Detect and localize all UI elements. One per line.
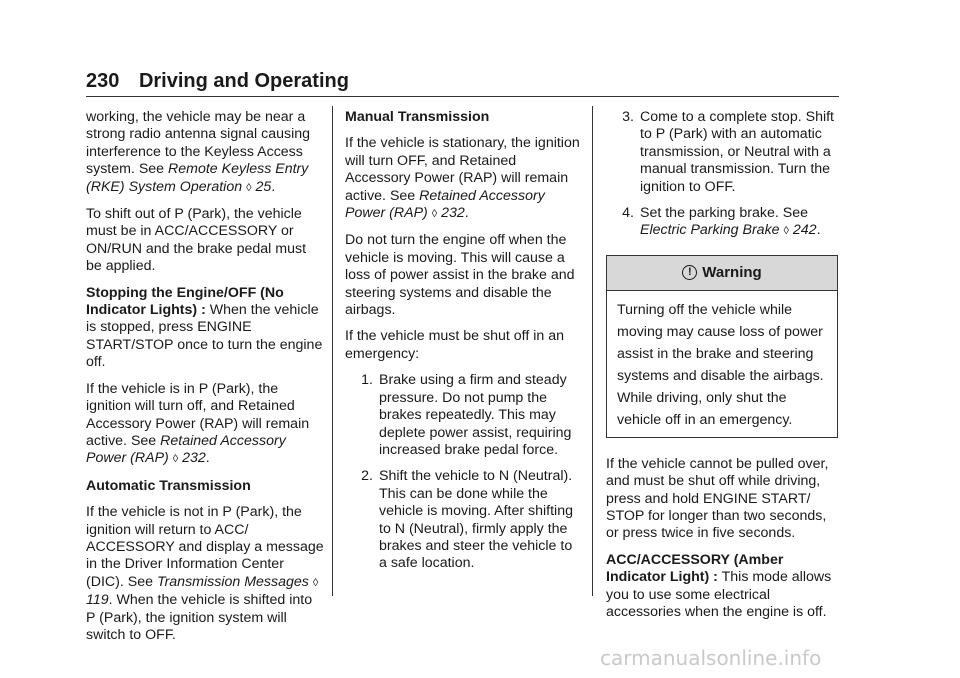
page-ref-icon: ◊ xyxy=(783,225,789,238)
column-divider-2 xyxy=(592,106,593,596)
list-text: Set the parking brake. See Electric Parking Brake ◊ 242. xyxy=(640,205,821,239)
list-item xyxy=(345,372,581,459)
page-ref-icon: ◊ xyxy=(312,576,319,589)
warning-header xyxy=(607,256,837,291)
column-divider-1 xyxy=(332,106,333,596)
list-number: 3. xyxy=(622,109,634,125)
paragraph: If the vehicle must be shut off in an emergency: xyxy=(345,328,564,362)
column-1 xyxy=(86,109,324,653)
column-3 xyxy=(606,109,842,631)
page-ref-icon: ◊ xyxy=(172,453,179,466)
inline-heading: ACC/ACCESSORY (Amber Indicator Light) : xyxy=(606,551,784,586)
cross-reference-link[interactable]: Retained Accessory Power (RAP) xyxy=(86,432,286,467)
list-number: 1. xyxy=(361,372,373,389)
list-text: Come to a complete stop. Shift to P (Park) with an automatic transmission, or Neutral with a manual transmission. Turn the ignition to OFF. xyxy=(640,109,834,195)
paragraph: If the vehicle is in P (Park), the ignition will turn off, and Retained Accessory Power (RAP) will remain active. See Retained Accessory Power (RAP) ◊ 232. xyxy=(86,380,310,467)
paragraph: working, the vehicle may be near a strong radio antenna signal causing interference to the Keyless Access system. See Remote Keyless Entry (RKE) System Operation ◊ 25. xyxy=(86,109,311,195)
page-ref-icon: ◊ xyxy=(246,181,252,194)
page-ref-number: 232 xyxy=(441,205,465,222)
cross-reference-link[interactable]: Remote Keyless Entry (RKE) System Operation xyxy=(86,161,309,195)
list-text: Brake using a firm and steady pressure. Do not pump the brakes repeatedly. This may deplete power assist, requiring increased brake pedal force. xyxy=(379,372,572,458)
paragraph: ACC/ACCESSORY (Amber Indicator Light) : This mode allows you to use some electrical accessories when the engine is off. xyxy=(606,551,832,621)
list-text: Shift the vehicle to N (Neutral). This can be done while the vehicle is moving. After shifting to N (Neutral), firmly apply the brakes and steer the vehicle to a safe location. xyxy=(379,468,573,572)
list-item xyxy=(606,109,842,196)
warning-icon: ! xyxy=(682,265,697,280)
section-title: Driving and Operating xyxy=(138,70,349,92)
page-ref-number: 242 xyxy=(792,222,817,239)
page-ref-number: 25 xyxy=(255,178,272,195)
list-item xyxy=(606,205,842,241)
cross-reference-link[interactable]: Retained Accessory Power (RAP) xyxy=(345,187,545,222)
header-rule xyxy=(86,96,839,97)
list-item xyxy=(345,468,581,572)
page-ref-number: 119 xyxy=(86,592,109,609)
paragraph: If the vehicle is not in P (Park), the ignition will return to ACC/ ACCESSORY and display a message in the Driver Information Center (DIC). See Transmission Messages ◊ 119. When the vehicle is shifted into P (Park), the ignition system will switch to OFF. xyxy=(86,504,324,643)
list-number: 4. xyxy=(622,205,634,222)
warning-text: Turning off the vehicle while moving may cause loss of power assist in the brake and steering systems and disable the airbags. While driving, only shut the vehicle off in an emergency. xyxy=(617,301,824,428)
paragraph: If the vehicle is stationary, the ignition will turn OFF, and Retained Accessory Power (RAP) will remain active. See Retained Accessory Power (RAP) ◊ 232. xyxy=(345,135,580,222)
column-2 xyxy=(345,109,581,582)
paragraph: Do not turn the engine off when the vehicle is moving. This will cause a loss of power assist in the brake and steering systems and disable the airbags. xyxy=(345,232,575,319)
watermark: carmanualsonline.info xyxy=(600,646,822,670)
page-number: 230 xyxy=(86,70,120,92)
subheading-manual-transmission: Manual Transmission xyxy=(345,109,490,125)
paragraph: Stopping the Engine/OFF (No Indicator Lights) : When the vehicle is stopped, press ENGINE START/STOP once to turn the engine off. xyxy=(86,284,323,371)
page-ref-number: 232 xyxy=(182,450,206,467)
subheading-automatic-transmission: Automatic Transmission xyxy=(86,477,251,494)
inline-heading: Stopping the Engine/OFF (No Indicator Lights) : xyxy=(86,284,284,319)
paragraph: If the vehicle cannot be pulled over, and must be shut off while driving, press and hold ENGINE START/ STOP for longer than two seconds, or press twice in five seconds. xyxy=(606,455,829,542)
warning-title: Warning xyxy=(702,264,762,282)
cross-reference-link[interactable]: Electric Parking Brake xyxy=(640,222,780,239)
cross-reference-link[interactable]: Transmission Messages xyxy=(156,573,309,590)
warning-box xyxy=(606,255,838,438)
list-number: 2. xyxy=(361,468,373,485)
page-header xyxy=(86,70,349,93)
page-ref-icon: ◊ xyxy=(431,208,438,221)
paragraph: To shift out of P (Park), the vehicle must be in ACC/ACCESSORY or ON/RUN and the brake pedal must be applied. xyxy=(86,206,307,275)
